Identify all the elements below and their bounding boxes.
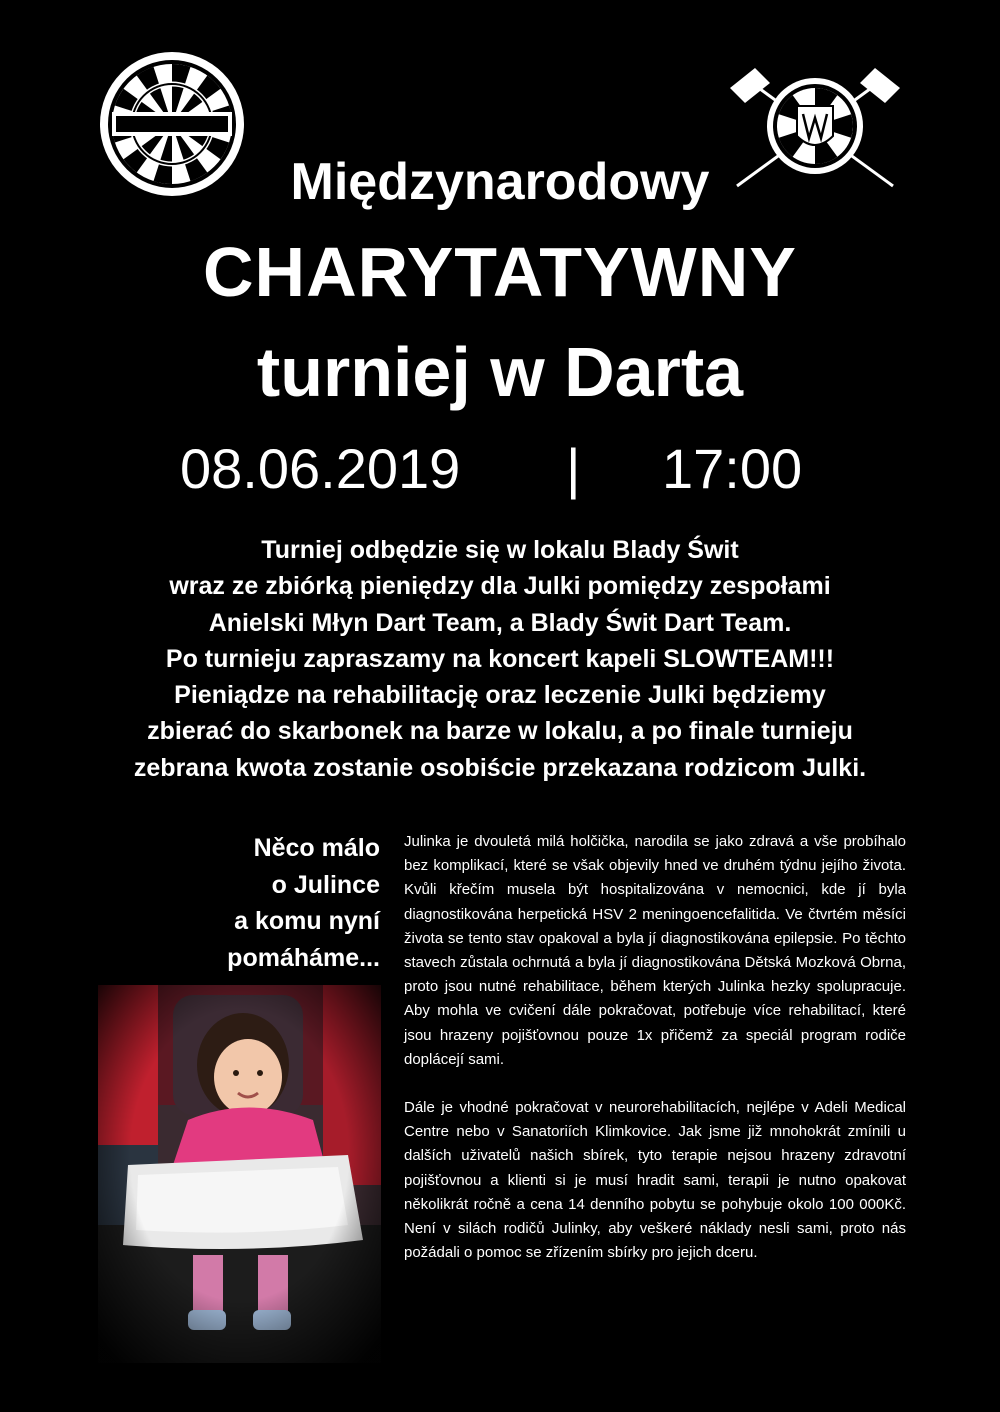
subhead-line: a komu nyní [234, 907, 380, 935]
intro-paragraph [40, 532, 960, 786]
intro-line: zebrana kwota zostanie osobiście przekazana rodzicom Julki. [133, 753, 867, 782]
title-line-3: turniej w Darta [256, 333, 744, 411]
intro-line: wraz ze zbiórką pieniędzy dla Julki pomiędzy zespołami [169, 572, 831, 601]
story-paragraph: Dále je vhodné pokračovat v neurorehabilitacích, nejlépe v Adeli Medical Centre nebo v Sanatoriích Klimkovice. Jak jsme již mnohokrát zmínili u dalších uživatelů našich sbírek, tyto terapie nejsou hrazeny zdravotní pojišťovnou a klienti si je musí hradit sami, terapii je nutno opakovat několikrát ročně a cena 14 denního pobytu se pohybuje okolo 100 000Kč. Není v silách rodičů Julinky, aby veškeré náklady nesli sami, proto nás požádali o pomoc se zřízením sbírky pro jejich dceru. [404, 1099, 906, 1262]
intro-line: Pieniądze na rehabilitację oraz leczenie Julki będziemy [174, 681, 826, 710]
date-time-separator: | [566, 437, 581, 500]
intro-line: Turniej odbędzie się w lokalu Blady Świt [261, 536, 739, 564]
event-date: 08.06.2019 [180, 437, 461, 500]
story-text [404, 830, 906, 1265]
intro-line: Po turnieju zapraszamy na koncert kapeli SLOWTEAM!!! [165, 644, 835, 673]
subhead-line: o Julince [271, 870, 380, 899]
subhead-line: Něco málo [253, 834, 380, 862]
subhead-line: pomáháme... [227, 943, 380, 972]
section-subheading [120, 830, 380, 976]
event-time: 17:00 [662, 437, 803, 500]
title-line-2: CHARYTATYWNY [203, 233, 797, 311]
intro-line: Anielski Młyn Dart Team, a Blady Świt Dart Team. [208, 608, 792, 637]
title-line-1: Międzynarodowy [290, 153, 710, 211]
intro-line: zbierać do skarbonek na barze w lokalu, a po finale turnieju [147, 717, 853, 746]
child-photo [98, 985, 381, 1363]
event-datetime [0, 436, 1000, 506]
story-paragraph: Julinka je dvouletá milá holčička, narodila se jako zdravá a vše probíhalo bez komplikací, které se však objevily hned ve druhém týdnu jejího života. Kvůli křečím musela být hospitalizována v nemocnici, kde jí byla diagnostikována herpetická HSV 2 meningoencefalitida. Ve čtvrtém měsíci života se tento stav opakoval a byla jí diagnostikována epilepsie. Po těchto stavech zůstala ochrnutá a byla jí diagnostikována Dětská Mozková Obrna, proto jsou nutné rehabilitace, během kterých Julinka hezky spolupracuje. Aby mohla ve cvičení dále pokračovat, potřebuje více rehabilitací, které jsou hrazeny pojišťovnou pouze 1x přičemž za speciál program rodiče doplácejí sami. [404, 833, 906, 1068]
